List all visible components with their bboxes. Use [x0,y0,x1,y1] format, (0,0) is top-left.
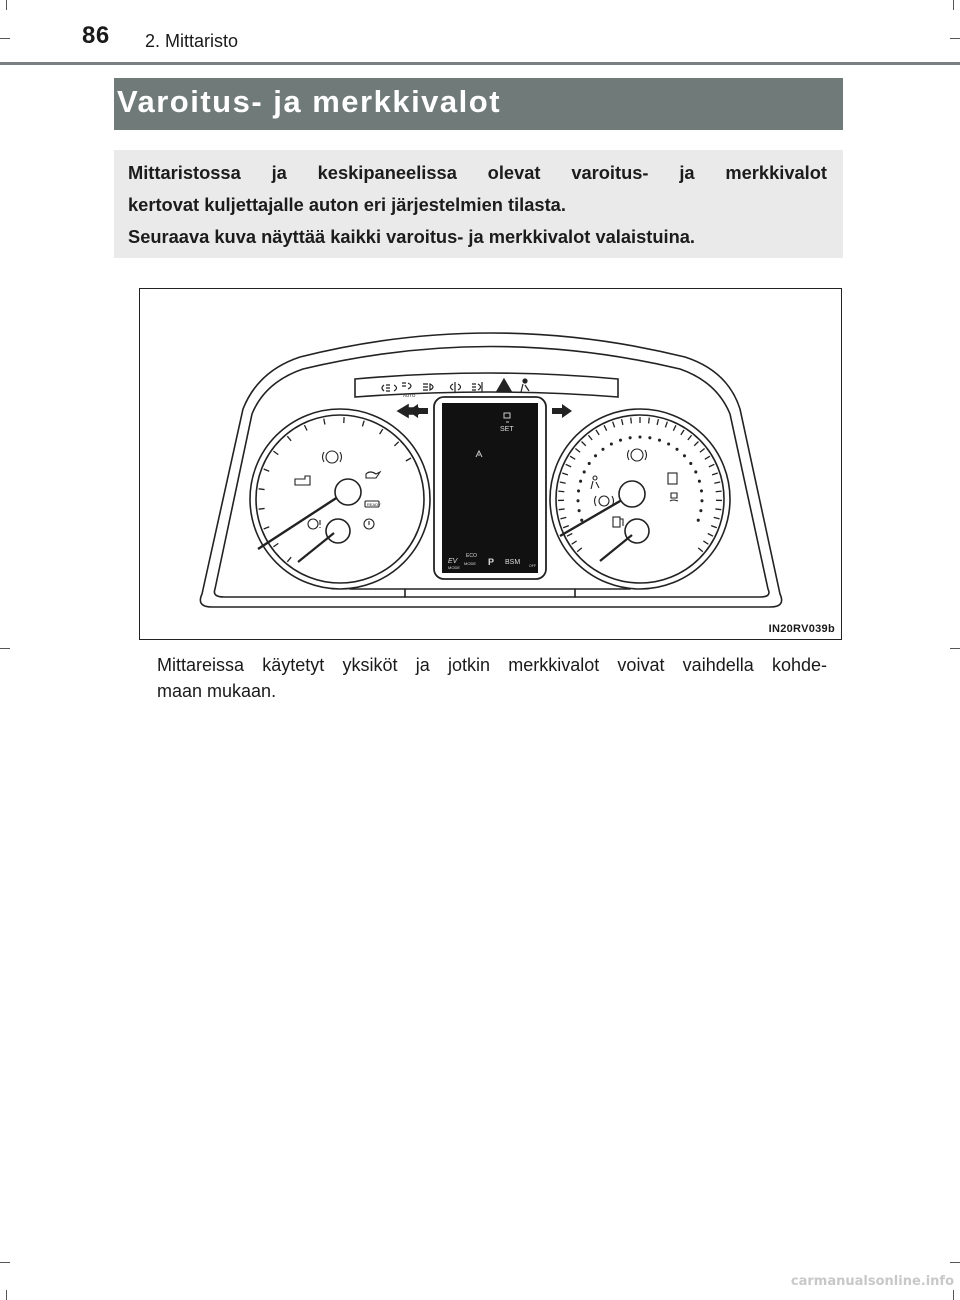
note-line: Mittareissa käytetyt yksiköt ja jotkin merkkivalot voivat vaihdella kohde- [157,655,827,675]
crop-mark [0,1262,10,1263]
dial-dot [639,436,641,438]
dial-dot [701,500,703,502]
dial-tick [324,419,325,425]
dial-dot [684,455,686,457]
bsm-label: BSM [505,559,521,566]
dial-tick [694,442,698,446]
dial-tick [673,425,676,430]
dial-tick [712,473,718,475]
rear-fog-icon [472,382,482,392]
page-number: 86 [82,22,110,49]
seatbelt-icon [521,379,529,392]
dial-tick [264,527,270,529]
dial-dot [578,490,580,492]
dial-tick [709,464,714,467]
dial-tick [259,489,265,490]
dial-tick [700,449,705,453]
dial-tick [559,509,565,510]
dial-tick [604,425,607,430]
fuel-icon [613,517,623,527]
dial-dot [698,480,700,482]
dial-dot [659,439,661,441]
dial-tick [711,526,717,528]
oil-pressure-icon [366,472,380,478]
eco-label: ECO [466,553,477,559]
dial-tick [560,482,566,483]
turn-left-icon [408,404,428,418]
dial-tick [570,456,575,459]
set-label: SET [500,426,514,433]
dial-tick [582,442,586,446]
check-engine-icon [295,476,310,485]
dial-tick [304,425,307,430]
note-line: maan mukaan. [157,681,277,701]
dial-dot [701,490,703,492]
airbag-icon [591,476,599,489]
dial-dot [700,510,702,512]
crop-mark [950,1262,960,1263]
crop-mark [953,1290,954,1300]
dial-dot [588,463,590,465]
brake-warning-icon [628,449,647,461]
dial-dot [697,519,699,521]
dial-tick [649,418,650,424]
figure-code: IN20RV039b [768,623,835,635]
dial-dot [620,439,622,441]
dial-tick [681,430,684,435]
instrument-cluster-drawing [140,289,841,639]
watermark: carmanualsonline.info [790,1274,954,1289]
dial-dot [668,443,670,445]
dial-tick [714,517,720,518]
dial-tick [688,435,692,440]
dial-tick [394,442,398,446]
dial-dot [610,443,612,445]
front-fog-icon [451,382,461,392]
dial-dot [581,519,583,521]
dial-tick [567,534,572,537]
dial-tick [259,508,265,509]
dial-tick [705,456,710,459]
parking-brake-icon [364,519,374,529]
crop-mark [953,0,954,10]
tire-pressure-icon [308,519,320,529]
dial-tick [264,469,270,471]
dial-dot [690,463,692,465]
dial-dot [577,500,579,502]
dial-dot [583,471,585,473]
auto-headlight-icon [402,383,411,389]
dial-tick [588,435,592,440]
crop-mark [0,648,10,649]
dial-tick [287,557,291,562]
crop-mark [0,38,10,39]
crop-mark [950,648,960,649]
auto-label: AUTO [403,393,416,398]
dial-tick [572,541,577,544]
dial-dot [649,437,651,439]
dial-tick [563,526,569,528]
parking-label: P [488,557,495,567]
dial-tick [631,418,632,424]
ready-label: READY [367,502,381,507]
dial-tick [287,436,291,441]
dial-tick [665,422,667,428]
dial-dot [695,471,697,473]
intro-box [114,150,843,258]
dial-dot [595,455,597,457]
dial-tick [703,541,708,544]
fuel-needle [600,535,632,561]
ev-label: EV [448,558,458,565]
door-icon [668,473,677,484]
dial-tick [577,548,582,552]
dial-tick [596,430,599,435]
dial-dot [602,448,604,450]
center-display-screen [442,403,538,573]
dial-tick [716,491,722,492]
intro-line: kertovat kuljettajalle auton eri järjestelmien tilasta. [128,194,566,215]
dial-dot [676,448,678,450]
dial-tick [575,449,580,453]
master-warning-icon [497,379,511,391]
ev-mode-label: MODE [448,565,460,570]
turn-right-icon [552,404,572,418]
dial-tick [708,534,713,537]
chapter-title: 2. Mittaristo [145,31,239,51]
dial-dot [629,437,631,439]
eco-mode-label: MODE [464,561,476,566]
dial-tick [562,473,568,475]
dial-tick [714,482,720,483]
off-label: OFF [529,564,536,568]
intro-line: Mittaristossa ja keskipaneelissa olevat varoitus- ja merkkivalot [128,162,827,183]
high-beam-icon [423,384,433,390]
dial-tick [560,517,566,518]
crop-mark [6,0,7,10]
crop-mark [950,38,960,39]
brake-warning-icon [323,451,342,463]
dial-tick [273,451,278,455]
crop-mark [6,1290,7,1300]
charge-needle [298,533,334,562]
dial-tick [406,458,411,461]
intro-line: Seuraava kuva näyttää kaikki varoitus- ja merkkivalot valaistuina. [128,226,696,247]
telltale-icons [382,379,529,398]
vsc-off-icon [670,493,678,501]
dial-tick [362,421,364,427]
header-divider [0,62,960,65]
dial-tick [622,419,623,425]
dial-tick [698,548,703,552]
note-paragraph [157,652,827,704]
dial-dot [580,480,582,482]
instrument-cluster-figure [139,288,842,640]
dial-tick [558,491,564,492]
dial-tick [715,509,721,510]
dial-tick [380,429,383,434]
section-title: Varoitus- ja merkkivalot [117,84,502,119]
dial-tick [657,419,658,425]
dial-tick [566,464,571,467]
headlight-icon [382,385,397,391]
dial-tick [273,543,278,547]
dial-dot [578,510,580,512]
dial-tick [613,422,615,428]
abs-icon [595,496,614,506]
